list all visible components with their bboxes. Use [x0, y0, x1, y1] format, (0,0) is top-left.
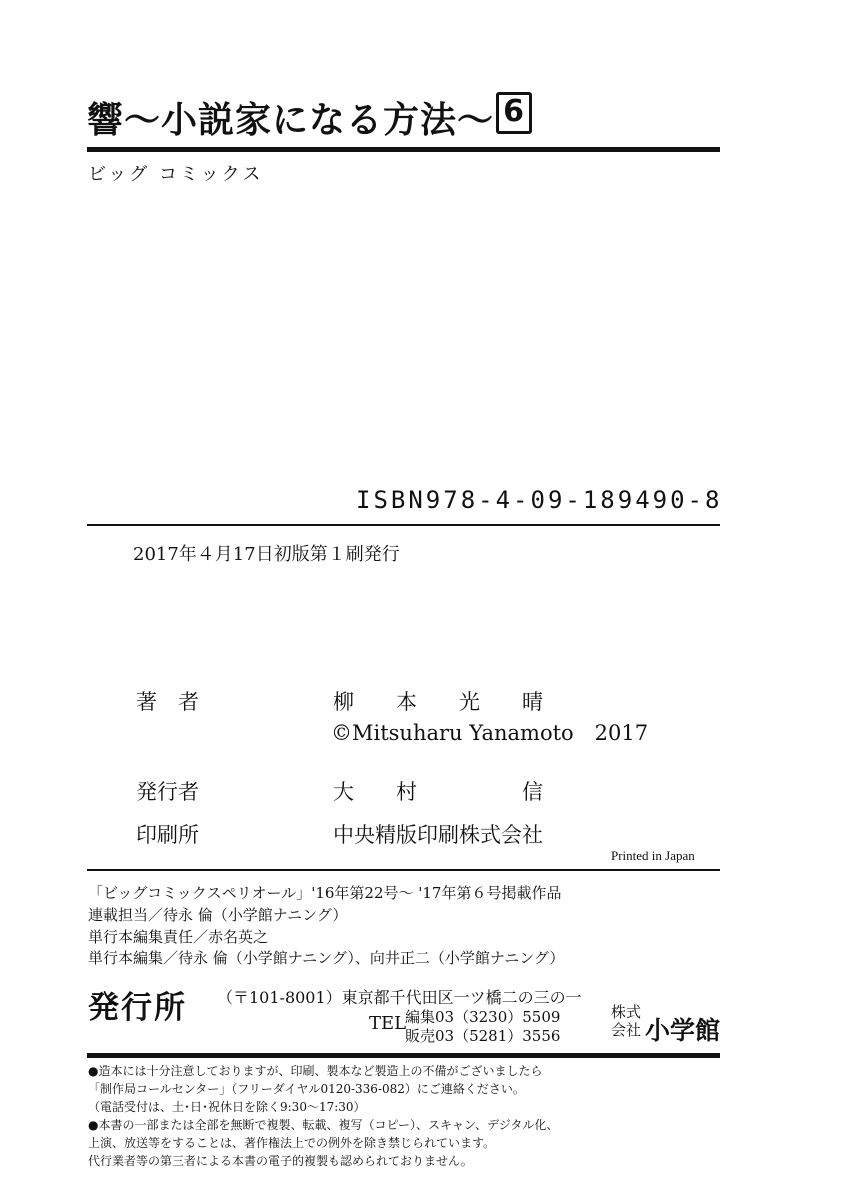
- series-line: ビッグ コミックス: [88, 164, 264, 185]
- notice-line: ●造本には十分注意しておりますが、印刷、製本など製造上の不備がございましたら: [88, 1064, 543, 1078]
- copyright-notice: ©Mitsuharu Yanamoto 2017: [331, 721, 649, 745]
- notice-line: 代行業者等の第三者による本書の電子的複製も認められておりません。: [88, 1154, 473, 1168]
- issuer-address: （〒101-8001）東京都千代田区一ツ橋二の三の一: [217, 988, 582, 1007]
- credits-rule: [87, 869, 720, 871]
- tel-sales: 販売03（5281）3556: [405, 1027, 561, 1045]
- printer-name: 中央精版印刷株式会社: [333, 823, 543, 847]
- title-rule: [87, 147, 720, 152]
- credit-line: 「ビッグコミックスペリオール」'16年第22号～ '17年第６号掲載作品: [88, 884, 562, 902]
- bottom-rule: [87, 1053, 720, 1058]
- isbn: ISBN978-4-09-189490-8: [356, 486, 723, 514]
- publisher-company: 小学館: [645, 1016, 721, 1045]
- author-label: 著 者: [136, 690, 199, 714]
- printed-in-japan: Printed in Japan: [611, 848, 695, 863]
- tel-label: TEL: [369, 1013, 407, 1034]
- publisher-person-name: 大 村 信: [333, 780, 543, 804]
- credit-line: 単行本編集責任／赤名英之: [88, 928, 269, 946]
- credit-line: 単行本編集／待永 倫（小学館ナニング）、向井正二（小学館ナニング）: [88, 949, 565, 967]
- notice-line: 「制作局コールセンター」（フリーダイヤル0120-336-082）にご連絡ください。: [88, 1082, 525, 1096]
- author-name: 柳 本 光 晴: [333, 690, 543, 714]
- notice-line: 上演、放送等をすることは、著作権法上での例外を除き禁じられています。: [88, 1136, 496, 1150]
- notice-line: ●本書の一部または全部を無断で複製、転載、複写（コピー）、スキャン、デジタル化、: [88, 1118, 559, 1132]
- credit-line: 連載担当／待永 倫（小学館ナニング）: [88, 906, 348, 924]
- corporation-prefix: 株式会社: [611, 1003, 642, 1039]
- book-title: [87, 92, 532, 143]
- isbn-rule: [87, 524, 720, 526]
- issuer-label: 発行所: [88, 990, 187, 1026]
- volume-number-badge: 6: [496, 92, 532, 134]
- publisher-person-label: 発行者: [136, 780, 199, 804]
- tel-editorial: 編集03（3230）5509: [405, 1008, 561, 1026]
- book-title-text: 響～小説家になる方法～: [87, 100, 495, 141]
- printer-label: 印刷所: [136, 823, 199, 847]
- notice-line: （電話受付は、土･日･祝休日を除く9:30～17:30）: [88, 1100, 366, 1114]
- publication-date: 2017年４月17日初版第１刷発行: [133, 544, 400, 565]
